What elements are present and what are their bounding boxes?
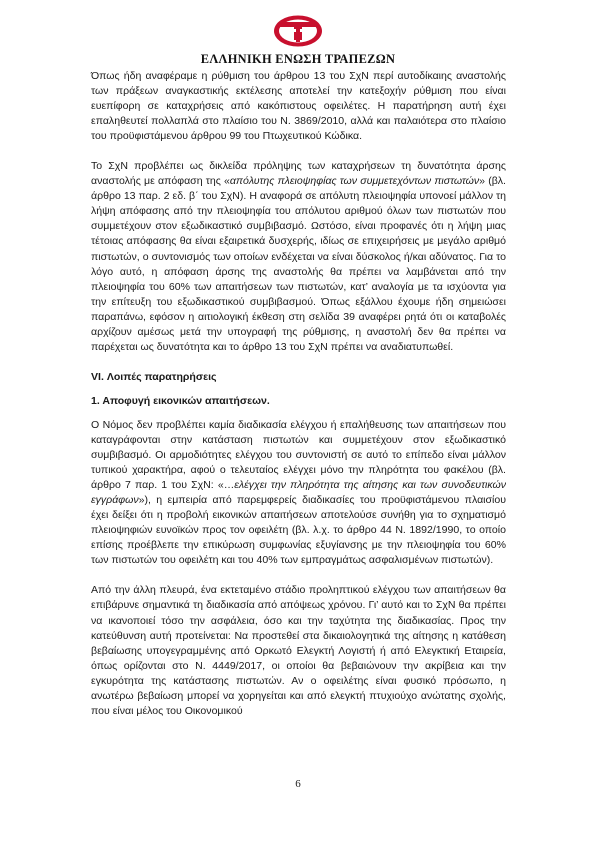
section-heading: VI. Λοιπές παρατηρήσεις xyxy=(91,370,217,383)
paragraph-4: Από την άλλη πλευρά, ένα εκτεταμένο στάδιο προληπτικού ελέγχου των απαιτήσεων θα επιβάρυνε σημαντικά τη διαδικασία από απόψεως χρόνου. Γι’ αυτό και το ΣχΝ θα πρέπει να ικανοποιεί τόσο την ασφάλεια, όσο και την ταχύτητα της διαδικασίας. Προς την κατεύθυνση αυτή προτείνεται: Να προστεθεί στα δικαιολογητικά της αίτησης η κατάθεση βεβαίωσης υπογεγραμμένης από Ορκωτό Ελεγκτή Λογιστή ή από Ελεγκτική Εταιρεία, όπως ορίζονται στο Ν. 4449/2017, οι οποίοι θα βεβαιώνουν την ακρίβεια και την εγκυρότητα της κατάστασης πιστωτών. Αν ο οφειλέτης είναι φυσικό πρόσωπο, η ανωτέρω βεβαίωση μπορεί να χορηγείται και από ελεγκτή πτυχιούχο ανώτατης σχολής, που είναι μέλος του Οικονομικού xyxy=(91,584,506,717)
quoted-italic-text: ελέγχει την πληρότητα της αίτησης και των συνοδευτικών εγγράφων xyxy=(91,479,506,507)
paragraph-1: Όπως ήδη αναφέραμε η ρύθμιση του άρθρου 13 του ΣχΝ περί αυτοδίκαιης αναστολής των πράξεων αναγκαστικής εκτέλεσης αποτελεί την κατεξοχήν ρύθμιση που είναι ευεπίφορη σε καταχρήσεις από κακόπιστους οφειλέτες. Η παρατήρηση αυτή έχει επαληθευτεί πολλαπλά στο πλαίσιο του Ν. 3869/2010, αλλά και παλαιότερα στο πλαίσιο του προϋφιστάμενου άρθρου 99 του Πτωχευτικού Κώδικα. xyxy=(91,70,506,143)
quoted-italic-text: απόλυτης πλειοψηφίας των συμμετεχόντων πιστωτών xyxy=(229,175,480,188)
document-body xyxy=(91,69,506,719)
subsection-heading: 1. Αποφυγή εικονικών απαιτήσεων. xyxy=(91,394,270,407)
page-number: 6 xyxy=(295,778,301,790)
organization-title: ΕΛΛΗΝΙΚΗ ΕΝΩΣΗ ΤΡΑΠΕΖΩΝ xyxy=(200,52,396,66)
hellenic-bank-association-logo xyxy=(273,14,323,48)
paragraph-3: Ο Νόμος δεν προβλέπει καμία διαδικασία ελέγχου ή επαλήθευσης των απαιτήσεων που καταγράφονται στην κατάσταση πιστωτών και συμμετέχουν στον εξωδικαστικό συμβιβασμό. Οι αρμοδιότητες ελέγχου του συντονιστή σε αυτό το επίπεδο είναι μάλλον τυπικού χαρακτήρα, αφού ο τελευταίος ελέγχει μόνο την πληρότητα του φακέλου (βλ. άρθρο 7 παρ. 1 του ΣχΝ: «…ελέγχει την πληρότητα της αίτησης και των συνοδευτικών εγγράφων»), η εμπειρία από παρεμφερείς διαδικασίες του προϋφιστάμενου πλαισίου έχει δείξει ότι η προβολή εικονικών απαιτήσεων αποτελούσε συνήθη για το σχηματισμό πλειοψηφιών ευνοϊκών προς τον οφειλέτη (βλ. λ.χ. το άρθρο 44 Ν. 1892/1990, το οποίο επίσης προέβλεπε την επικύρωση συμφωνίας εξυγίανσης με την πλειοψηφία του 60% των πιστωτών του οφειλέτη και του 40% των εμπραγμάτως ασφαλισμένων πιστωτών). xyxy=(91,418,506,567)
paragraph-2: Το ΣχΝ προβλέπει ως δικλείδα πρόληψης των καταχρήσεων τη δυνατότητα άρσης αναστολής με απόφαση της «απόλυτης πλειοψηφίας των συμμετεχόντων πιστωτών» (βλ. άρθρο 13 παρ. 2 εδ. β΄ του ΣχΝ). Η αναφορά σε απόλυτη πλειοψηφία υπονοεί μάλλον τη λήψη απόφασης από την πλειοψηφία του απόλυτου αριθμού όλων των πιστωτών που συμμετέχουν στον εξωδικαστικό συμβιβασμό. Ωστόσο, είναι προφανές ότι η λήψη μιας τέτοιας απόφασης θα είναι εξαιρετικά δυσχερής, ιδίως σε επιχειρήσεις με μεγάλο αριθμό πιστωτών, ο συντονισμός των οποίων ενδέχεται να είναι δύσκολος ή/και αδύνατος. Για το λόγο αυτό, η απόφαση άρσης της αναστολής θα πρέπει να λαμβάνεται από την πλειοψηφία του 60% των απαιτήσεων των πιστωτών, κατ’ αναλογία με τα ισχύοντα για την επίτευξη του εξωδικαστικού συμβιβασμού. Όπως εξάλλου έχουμε ήδη σημειώσει παραπάνω, εφόσον η αιτιολογική έκθεση στη σελίδα 39 αναφέρει ρητά ότι οι καταβολές αρχίζουν αμέσως μετά την υπογραφή της ρύθμισης, η αναστολή δεν θα πρέπει να παρέχεται ως δυνατότητα και το άρθρο 13 του ΣχΝ πρέπει να αναδιατυπωθεί. xyxy=(91,160,506,353)
